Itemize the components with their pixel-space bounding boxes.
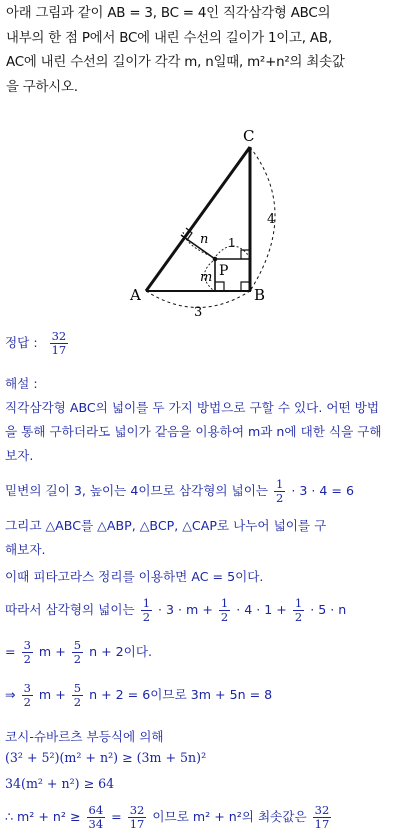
solution-p3a: 그리고 △ABC를 △ABP, △BCP, △CAP로 나누어 넓이를 구	[5, 518, 327, 533]
label-n: n	[200, 232, 209, 247]
solution-p5: 따라서 삼각형의 넓이는 $\frac{1}{2}$ · 3 · m + $\frac{1}{2}$ · 4 · 1 + $\frac{1}{2}$ · 5 · n	[5, 596, 347, 624]
solution-p8: 코시-슈바르츠 부등식에 의해	[5, 729, 164, 744]
triangle-figure	[0, 122, 400, 327]
solution-p10: 34(m² + n²) ≥ 64	[5, 776, 115, 791]
solution-p11: ∴ m² + n² ≥ $\frac{64}{34}$ = $\frac{32}{17}$ 이므로 m² + n²의 최솟값은 $\frac{32}{17}$	[5, 803, 330, 831]
solution-p2: 밑변의 길이 3, 높이는 4이므로 삼각형의 넓이는 $\frac{1}{2}$ · 3 · 4 = 6	[5, 477, 355, 505]
label-1: 1	[228, 236, 236, 250]
point-p	[213, 257, 218, 262]
answer-label: 정답 :	[5, 335, 38, 350]
solution-p1a: 직각삼각형 ABC의 넓이를 두 가지 방법으로 구할 수 있다. 어떤 방법	[5, 400, 380, 415]
right-angle-ab	[215, 282, 224, 291]
question-line-1: 아래 그림과 같이 AB = 3, BC = 4인 직각삼각형 ABC의	[6, 6, 331, 21]
solution-p9: (3² + 5²)(m² + n²) ≥ (3m + 5n)²	[5, 750, 207, 765]
solution-p4: 이때 피타고라스 정리를 이용하면 AC = 5이다.	[5, 569, 264, 584]
label-c: C	[243, 127, 255, 145]
label-a: A	[130, 286, 141, 304]
label-p: P	[219, 263, 229, 279]
solution-label: 해설 :	[5, 376, 38, 391]
solution-p1b: 을 통해 구하더라도 넓이가 같음을 이용하여 m과 n에 대한 식을 구해	[5, 424, 382, 439]
question-line-2: 내부의 한 점 P에서 BC에 내린 수선의 길이가 1이고, AB,	[6, 30, 332, 46]
question-line-3: AC에 내린 수선의 길이가 각각 m, n일때, m²+n²의 최솟값	[6, 55, 345, 70]
label-b: B	[254, 286, 266, 304]
label-m: m	[200, 270, 213, 285]
question-text	[6, 2, 398, 100]
solution-p3b: 해보자.	[5, 542, 46, 557]
label-3: 3	[194, 305, 203, 320]
solution-p6: = $\frac{3}{2}$ m + $\frac{5}{2}$ n + 2이다.	[5, 638, 152, 666]
answer-fraction: $\frac{32}{17}$	[51, 329, 67, 357]
label-4: 4	[267, 212, 276, 227]
solution-p7: ⇒ $\frac{3}{2}$ m + $\frac{5}{2}$ n + 2 = 6이므로 3m + 5n = 8	[5, 681, 273, 709]
question-line-4: 을 구하시오.	[6, 79, 78, 95]
answer	[5, 330, 70, 357]
hypotenuse-ac	[146, 147, 250, 291]
solution-p1c: 보자.	[5, 448, 34, 463]
